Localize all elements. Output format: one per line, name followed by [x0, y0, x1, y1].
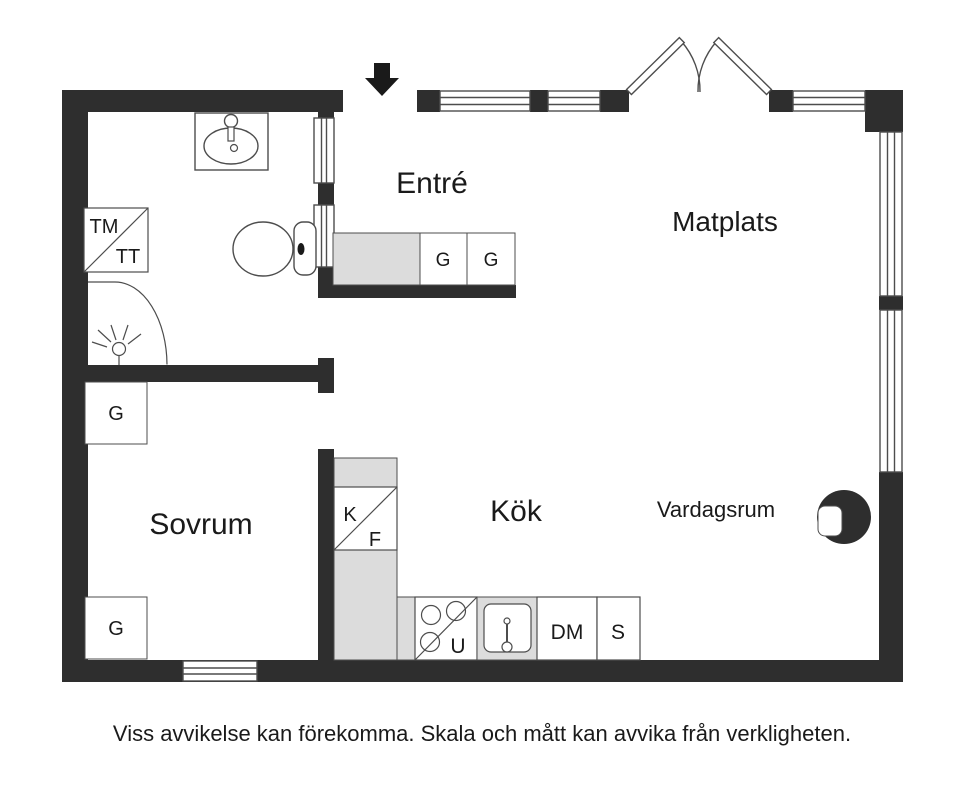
- shower-ray: [123, 325, 128, 340]
- wall-bath-east-2: [318, 183, 334, 205]
- windows: [183, 91, 902, 681]
- shower-icon: [88, 282, 167, 365]
- french-doors: [627, 38, 772, 95]
- window-pane: [880, 310, 902, 472]
- label-oven: U: [450, 635, 466, 658]
- window-pane: [314, 118, 334, 183]
- shower-ray: [92, 342, 107, 347]
- window-right-2: [880, 310, 902, 472]
- room-label-vardagsrum: Vardagsrum: [656, 497, 776, 522]
- wall-entre-south: [318, 285, 516, 298]
- entrance-arrow-icon: [365, 63, 399, 96]
- fireplace-opening: [818, 506, 842, 536]
- door-leaf-left: [627, 38, 685, 95]
- room-label-matplats: Matplats: [672, 206, 778, 237]
- wall-left: [62, 90, 88, 682]
- wall-top-seg-1: [417, 90, 440, 112]
- label-hall-wardrobe-2: G: [483, 250, 499, 271]
- window-top-1: [440, 91, 530, 111]
- window-pane: [314, 205, 334, 267]
- sink-drain: [231, 145, 238, 152]
- room-label-kok: Kök: [490, 495, 542, 528]
- window-bath-wall-1: [314, 118, 334, 183]
- label-tumble-dryer: TT: [115, 246, 141, 268]
- door-swing-arc-right: [698, 41, 717, 92]
- shower-ray: [98, 330, 111, 342]
- shower-ray: [128, 334, 141, 344]
- window-pane: [548, 91, 600, 111]
- stove-icon: [415, 597, 477, 660]
- window-bath-wall-2: [314, 205, 334, 267]
- kitchen-sink-faucet: [504, 618, 510, 624]
- wall-top-seg-2: [530, 90, 548, 112]
- toilet-bowl: [233, 222, 293, 276]
- window-pane: [440, 91, 530, 111]
- wall-bathroom-south: [62, 365, 318, 382]
- toilet-icon: [233, 222, 316, 276]
- kitchen-sink-drain: [502, 642, 512, 652]
- shower-ray: [111, 325, 116, 340]
- label-dishwasher: DM: [550, 621, 584, 644]
- wall-top-left: [62, 90, 343, 112]
- hall-storage-counter: [333, 233, 420, 285]
- bathroom-sink-icon: [195, 113, 268, 170]
- label-bedroom-wardrobe-2: G: [108, 618, 124, 640]
- room-label-entre: Entré: [396, 167, 468, 200]
- walls: [62, 90, 903, 682]
- fireplace-icon: [817, 490, 871, 544]
- label-fridge: K: [343, 504, 357, 526]
- label-washing-machine: TM: [89, 216, 119, 238]
- label-bedroom-wardrobe-1: G: [108, 403, 124, 425]
- window-right-1: [880, 132, 902, 296]
- window-pane: [880, 132, 902, 296]
- door-swing-arc-left: [681, 41, 700, 92]
- shower-head: [113, 343, 126, 356]
- window-pane: [183, 661, 257, 681]
- sink-faucet-stem: [228, 127, 234, 141]
- shower-screen: [88, 282, 167, 365]
- door-jamb-left: [600, 90, 629, 112]
- toilet-tank: [294, 222, 316, 275]
- wall-right-mid-block: [879, 296, 903, 310]
- fixtures: [84, 113, 871, 660]
- door-jamb-right: [769, 90, 793, 112]
- label-hall-wardrobe-1: G: [435, 250, 451, 271]
- label-freezer: F: [368, 529, 382, 551]
- window-top-3: [793, 91, 865, 111]
- label-pantry: S: [610, 621, 626, 644]
- wall-hall-stub: [318, 358, 334, 393]
- room-label-sovrum: Sovrum: [149, 508, 253, 541]
- toilet-button: [298, 243, 305, 255]
- window-bedroom-south: [183, 661, 257, 681]
- door-leaf-right: [714, 38, 772, 95]
- window-pane: [793, 91, 865, 111]
- wall-kitchen-west: [318, 449, 334, 660]
- wall-corner-top-right: [865, 90, 903, 132]
- kitchen-sink-icon: [477, 597, 537, 660]
- wall-bath-east-1: [318, 95, 334, 118]
- window-top-2: [548, 91, 600, 111]
- sink-faucet: [225, 115, 238, 128]
- disclaimer-text: Viss avvikelse kan förekomma. Skala och mått kan avvika från verkligheten.: [112, 721, 852, 746]
- wall-right-lower: [879, 472, 903, 682]
